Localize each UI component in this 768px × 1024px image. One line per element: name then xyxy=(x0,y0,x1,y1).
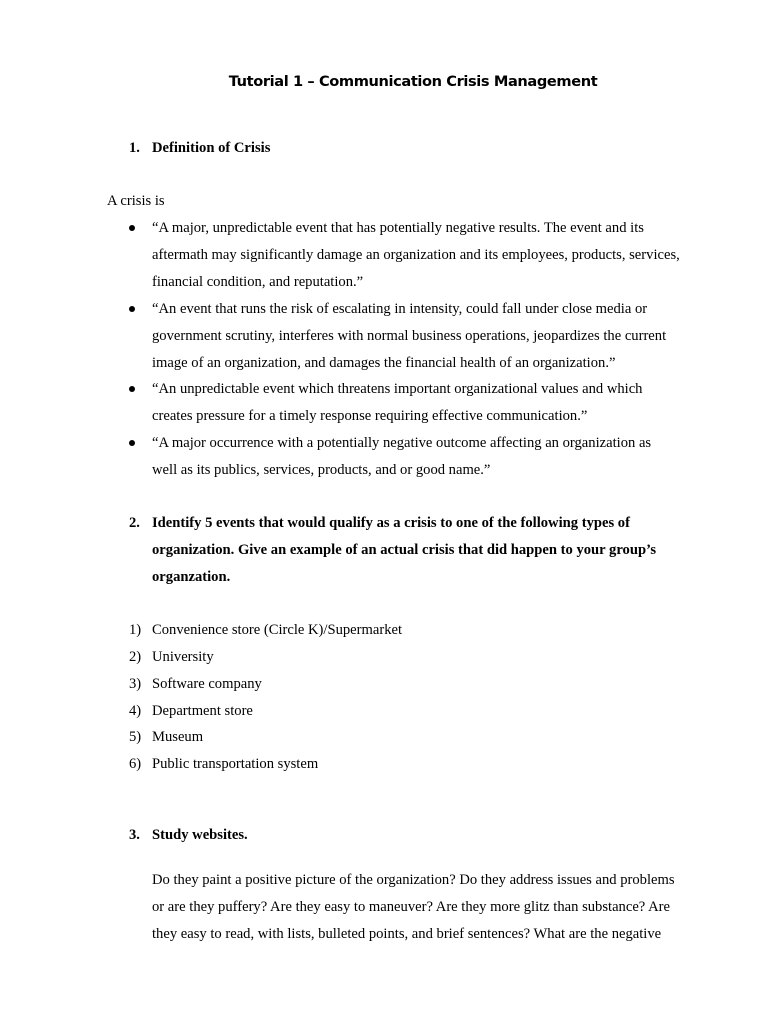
bullet-3-line-1: “An unpredictable event which threatens important organizational values and which xyxy=(152,381,643,397)
bullet-1-line-1: “A major, unpredictable event that has potentially negative results. The event and its xyxy=(152,220,644,236)
bullet-dot xyxy=(129,440,135,446)
bullet-1-line-2: aftermath may significantly damage an organization and its employees, products, services, xyxy=(152,247,680,263)
section-2-heading-line-2: organization. Give an example of an actual crisis that did happen to your group’s xyxy=(152,542,657,558)
section-3-heading: Study websites. xyxy=(152,827,248,843)
list-item-number: 6) xyxy=(129,756,142,772)
list-item: Public transportation system xyxy=(152,756,319,772)
list-item: Software company xyxy=(152,676,262,692)
bullet-2-line-2: government scrutiny, interferes with normal business operations, jeopardizes the current xyxy=(152,328,667,344)
section-1-number: 1. xyxy=(129,140,140,156)
list-item: Department store xyxy=(152,703,253,719)
section-2-heading-line-1: Identify 5 events that would qualify as a crisis to one of the following types of xyxy=(152,515,630,531)
section-3-number: 3. xyxy=(129,827,140,843)
document-title: Tutorial 1 – Communication Crisis Management xyxy=(228,73,598,90)
bullet-dot xyxy=(129,225,135,231)
list-item-number: 3) xyxy=(129,676,142,692)
list-item-number: 2) xyxy=(129,649,142,665)
bullet-dot xyxy=(129,306,135,312)
section-3-paragraph-line-1: Do they paint a positive picture of the organization? Do they address issues and problems xyxy=(152,872,675,888)
list-item: Museum xyxy=(152,729,204,745)
bullet-4-line-1: “A major occurrence with a potentially negative outcome affecting an organization as xyxy=(152,435,652,451)
section-3-paragraph-line-3: they easy to read, with lists, bulleted points, and brief sentences? What are the negative xyxy=(152,926,662,942)
bullet-4-line-2: well as its publics, services, products, and or good name.” xyxy=(152,462,491,478)
list-item: University xyxy=(152,649,214,665)
bullet-dot xyxy=(129,386,135,392)
crisis-intro-text: A crisis is xyxy=(107,193,165,209)
section-2-heading-line-3: organzation. xyxy=(152,569,231,585)
list-item-number: 5) xyxy=(129,729,142,745)
bullet-1-line-3: financial condition, and reputation.” xyxy=(152,274,364,290)
list-item-number: 1) xyxy=(129,622,142,638)
section-1-heading: Definition of Crisis xyxy=(152,140,271,156)
section-3-paragraph-line-2: or are they puffery? Are they easy to maneuver? Are they more glitz than substance? Are xyxy=(152,899,671,915)
list-item-number: 4) xyxy=(129,703,142,719)
bullet-3-line-2: creates pressure for a timely response requiring effective communication.” xyxy=(152,408,588,424)
bullet-2-line-3: image of an organization, and damages the financial health of an organization.” xyxy=(152,355,616,371)
bullet-2-line-1: “An event that runs the risk of escalating in intensity, could fall under close media or xyxy=(152,301,648,317)
section-2-number: 2. xyxy=(129,515,140,531)
list-item: Convenience store (Circle K)/Supermarket xyxy=(152,622,403,638)
